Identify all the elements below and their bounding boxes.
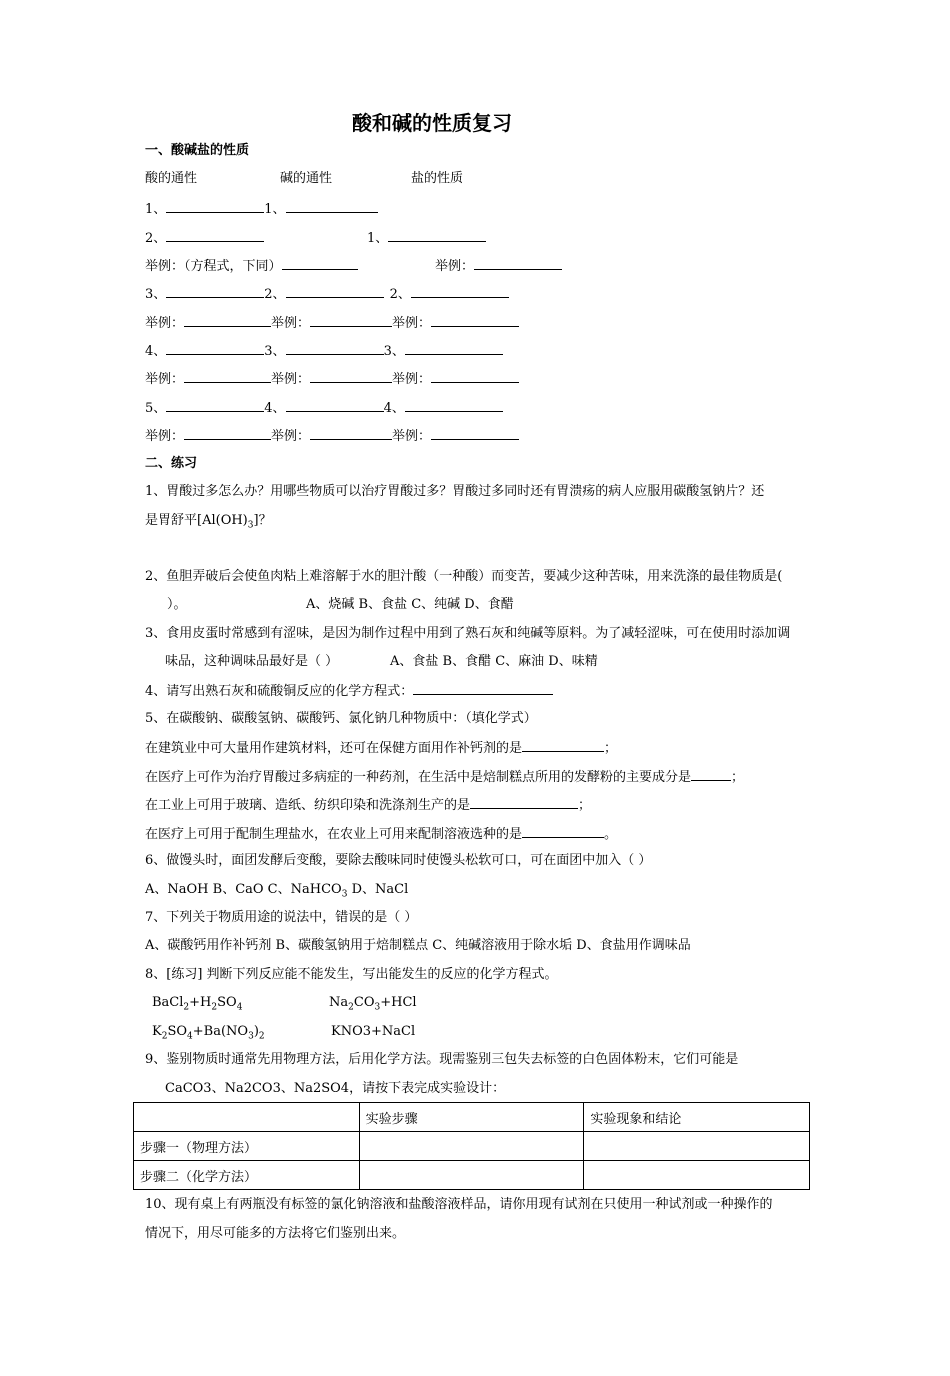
- answer-blank[interactable]: [413, 682, 553, 695]
- examples-row-4: 举例： 举例： 举例：: [145, 370, 519, 388]
- question-2-options: A、烧碱 B、食盐 C、纯碱 D、食醋: [306, 597, 514, 612]
- question-9-line-1: 9、鉴别物质时通常先用物理方法，后用化学方法。现需鉴别三包失去标签的白色固体粉末，它们可能是: [145, 1052, 739, 1067]
- table-row: [134, 1161, 810, 1190]
- blank-line[interactable]: [388, 229, 486, 242]
- section1-heading: 一、酸碱盐的性质: [145, 143, 250, 158]
- question-10-line-2: 情况下，用尽可能多的方法将它们鉴别出来。: [145, 1226, 406, 1241]
- reaction-2: $Na_2CO_3+HCl$: [329, 995, 417, 1013]
- blank-line[interactable]: [310, 427, 392, 440]
- question-5-intro: 5、在碳酸钠、碳酸氢钠、碳酸钙、氯化钠几种物质中：（填化学式）: [145, 711, 537, 726]
- blank-line[interactable]: [184, 427, 271, 440]
- acid-item-2: 2、: [145, 229, 264, 247]
- examples-row-5: 举例： 举例： 举例：: [145, 427, 519, 445]
- table-cell[interactable]: [359, 1161, 584, 1190]
- question-7-options: A、碳酸钙用作补钙剂 B、碳酸氢钠用于焙制糕点 C、纯碱溶液用于除水垢 D、食盐用作调味品: [145, 938, 691, 953]
- blank-line[interactable]: [431, 427, 519, 440]
- blank-line[interactable]: [431, 370, 519, 383]
- blank-line[interactable]: [166, 342, 264, 355]
- table-cell[interactable]: [584, 1161, 810, 1190]
- blank-line[interactable]: [310, 370, 392, 383]
- question-8: 8、[练习] 判断下列反应能不能发生，写出能发生的反应的化学方程式。: [145, 967, 558, 982]
- blank-line[interactable]: [166, 200, 264, 213]
- question-5-c: 在工业上可用于玻璃、造纸、纺织印染和洗涤剂生产的是 ；: [145, 798, 592, 813]
- blank-line[interactable]: [184, 314, 271, 327]
- example-equation-1: 举例：（方程式，下同）: [145, 257, 358, 275]
- blank-line[interactable]: [184, 370, 271, 383]
- blank-line[interactable]: [431, 314, 519, 327]
- table-cell[interactable]: [584, 1132, 810, 1161]
- answer-blank[interactable]: [522, 739, 604, 752]
- blank-line[interactable]: [166, 399, 264, 412]
- blank-line[interactable]: [286, 200, 378, 213]
- header-salt: 盐的性质: [411, 171, 464, 186]
- question-4: 4、请写出熟石灰和硫酸铜反应的化学方程式：: [145, 682, 553, 700]
- question-5-a: 在建筑业中可大量用作建筑材料，还可在保健方面用作补钙剂的是 ；: [145, 741, 618, 756]
- blank-line[interactable]: [405, 342, 503, 355]
- question-2-line-1: 2、鱼胆弄破后会使鱼肉粘上难溶解于水的胆汁酸（一种酸）而变苦，要减少这种苦味，用来洗涤的最佳物质是(: [145, 569, 783, 584]
- page-title: 酸和碱的性质复习: [352, 111, 512, 135]
- blank-line[interactable]: [405, 399, 503, 412]
- question-6-options: A、NaOH B、CaO C、NaHCO$_3$ D、NaCl: [145, 882, 409, 900]
- question-7: 7、下列关于物质用途的说法中，错误的是（ ）: [145, 910, 418, 925]
- question-6: 6、做馒头时，面团发酵后变酸，要除去酸味同时使馒头松软可口，可在面团中加入（ ）: [145, 853, 652, 868]
- reaction-1: $BaCl_2+H_2SO_4$: [152, 995, 243, 1013]
- question-10-line-1: 10、现有桌上有两瓶没有标签的氯化钠溶液和盐酸溶液样品，请你用现有试剂在只使用一种试剂或一种操作的: [145, 1197, 773, 1212]
- answer-blank[interactable]: [522, 825, 604, 838]
- question-1-line-2: 是胃舒平$[Al(OH)_3]$？: [145, 513, 272, 531]
- question-3-options: A、食盐 B、食醋 C、麻油 D、味精: [390, 654, 598, 669]
- blank-line[interactable]: [286, 399, 384, 412]
- header-acid: 酸的通性: [145, 171, 198, 186]
- examples-row-3: 举例： 举例： 举例：: [145, 314, 519, 332]
- experiment-table: [133, 1102, 810, 1190]
- question-1-line-1: 1、胃酸过多怎么办？用哪些物质可以治疗胃酸过多？胃酸过多同时还有胃溃疡的病人应服用碳酸氢钠片？还: [145, 484, 765, 499]
- items-row-5: 5、 4、 4、: [145, 399, 503, 417]
- blank-line[interactable]: [282, 257, 358, 270]
- reaction-4: KNO3+NaCl: [331, 1024, 416, 1039]
- section2-heading: 二、练习: [145, 456, 198, 471]
- table-header-cell: [134, 1103, 360, 1132]
- table-header-row: [134, 1103, 810, 1132]
- blank-line[interactable]: [474, 257, 562, 270]
- salt-item-1: 1、: [367, 229, 486, 247]
- table-header-cell: 实验现象和结论: [584, 1103, 810, 1132]
- blank-line[interactable]: [286, 342, 384, 355]
- blank-line[interactable]: [411, 285, 509, 298]
- blank-line[interactable]: [166, 285, 264, 298]
- example-salt-1: 举例：: [435, 257, 562, 275]
- blank-line[interactable]: [166, 229, 264, 242]
- reaction-3: $K_2SO_4+Ba(NO_3)_2$: [152, 1024, 265, 1042]
- row-label: 步骤一（物理方法）: [134, 1132, 360, 1161]
- question-9-line-2: CaCO3、Na2CO3、Na2SO4，请按下表完成实验设计：: [165, 1081, 506, 1096]
- items-row-4: 4、 3、 3、: [145, 342, 503, 360]
- table-header-cell: 实验步骤: [359, 1103, 584, 1132]
- answer-blank[interactable]: [691, 768, 731, 781]
- table-row: [134, 1132, 810, 1161]
- question-3-line-2: 味品，这种调味品最好是（ ）: [165, 654, 339, 669]
- answer-blank[interactable]: [470, 796, 578, 809]
- acid-item-1: 1、 1、: [145, 200, 378, 218]
- question-5-b: 在医疗上可作为治疗胃酸过多病症的一种药剂，在生活中是焙制糕点所用的发酵粉的主要成分是 ；: [145, 770, 745, 785]
- items-row-3: 3、 2、 2、: [145, 285, 509, 303]
- header-base: 碱的通性: [280, 171, 333, 186]
- question-3-line-1: 3、食用皮蛋时常感到有涩味，是因为制作过程中用到了熟石灰和纯碱等原料。为了减轻涩味，可在使用时添加调: [145, 626, 791, 641]
- blank-line[interactable]: [310, 314, 392, 327]
- row-label: 步骤二（化学方法）: [134, 1161, 360, 1190]
- question-2-line-2: ）。: [167, 597, 187, 612]
- blank-line[interactable]: [286, 285, 384, 298]
- question-5-d: 在医疗上可用于配制生理盐水，在农业上可用来配制溶液选种的是 。: [145, 827, 618, 842]
- table-cell[interactable]: [359, 1132, 584, 1161]
